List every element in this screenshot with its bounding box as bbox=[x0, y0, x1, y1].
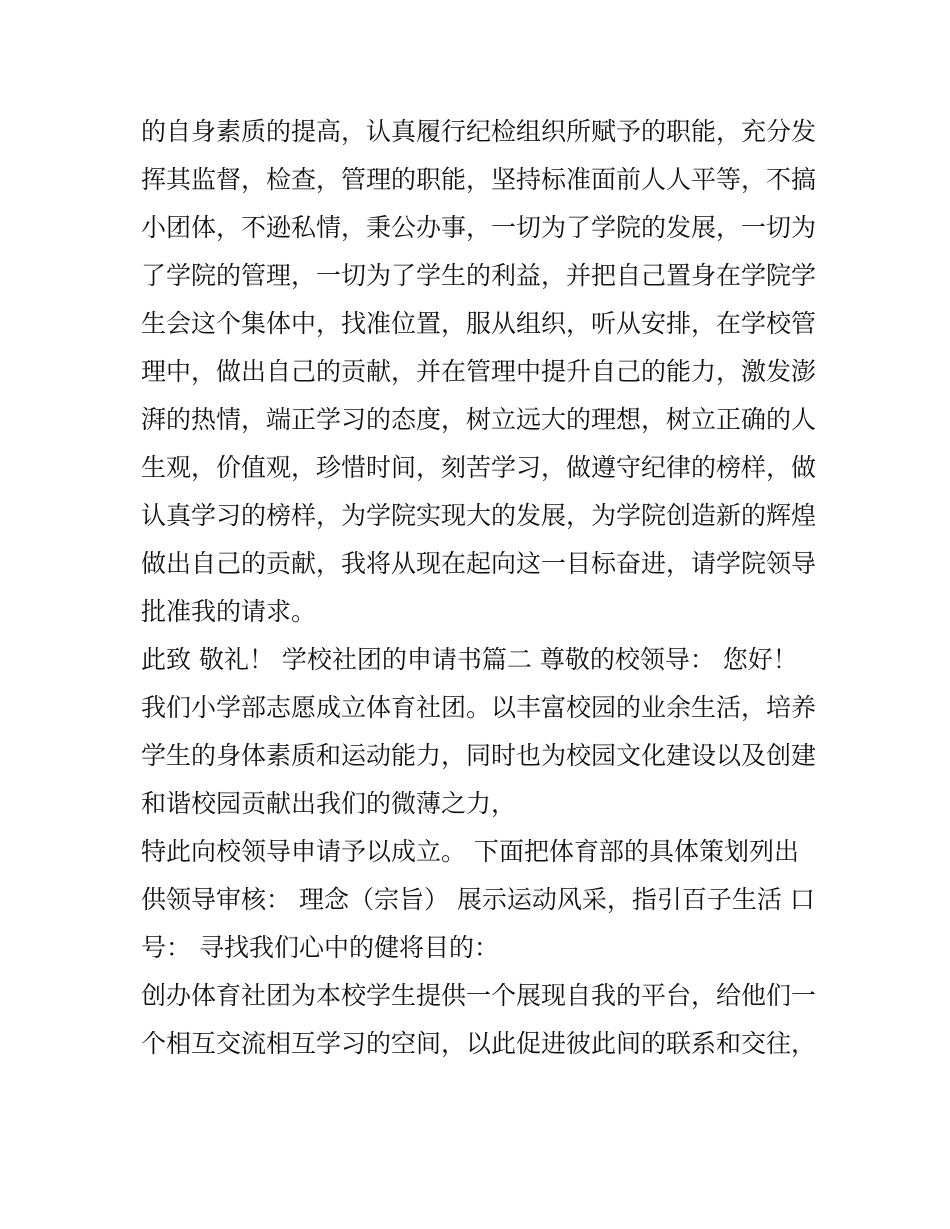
text-line: 个相互交流相互学习的空间，以此促进彼此间的联系和交往， bbox=[141, 1029, 817, 1058]
text-line: 湃的热情，端正学习的态度，树立远大的理想，树立正确的人 bbox=[141, 405, 817, 434]
text-line: 特此向校领导申请予以成立。 下面把体育部的具体策划列出 bbox=[141, 837, 799, 866]
text-line: 批准我的请求。 bbox=[141, 597, 317, 626]
text-line: 小团体，不逊私情，秉公办事，一切为了学院的发展，一切为 bbox=[141, 213, 817, 242]
text-line: 号： 寻找我们心中的健将目的： bbox=[141, 933, 499, 962]
text-line: 学生的身体素质和运动能力，同时也为校园文化建设以及创建 bbox=[141, 741, 817, 770]
text-line: 生观，价值观，珍惜时间，刻苦学习，做遵守纪律的榜样，做 bbox=[141, 453, 817, 482]
text-line: 挥其监督，检查，管理的职能，坚持标准面前人人平等，不搞 bbox=[141, 165, 817, 194]
text-line: 我们小学部志愿成立体育社团。以丰富校园的业余生活，培养 bbox=[141, 693, 817, 722]
text-line: 的自身素质的提高，认真履行纪检组织所赋予的职能，充分发 bbox=[141, 117, 817, 146]
text-line: 和谐校园贡献出我们的微薄之力， bbox=[141, 789, 517, 818]
text-line: 认真学习的榜样，为学院实现大的发展，为学院创造新的辉煌 bbox=[141, 501, 817, 530]
text-line: 理中，做出自己的贡献，并在管理中提升自己的能力，激发澎 bbox=[141, 357, 817, 386]
document-body bbox=[141, 108, 821, 1068]
text-line: 生会这个集体中，找准位置，服从组织，听从安排，在学校管 bbox=[141, 309, 817, 338]
text-line: 供领导审核： 理念（宗旨） 展示运动风采，指引百子生活 口 bbox=[141, 885, 815, 914]
text-line: 了学院的管理，一切为了学生的利益，并把自己置身在学院学 bbox=[141, 261, 817, 290]
text-line: 做出自己的贡献，我将从现在起向这一目标奋进，请学院领导 bbox=[141, 549, 817, 578]
text-line: 此致 敬礼！ 学校社团的申请书篇二 尊敬的校领导： 您好！ bbox=[141, 645, 798, 674]
text-line: 创办体育社团为本校学生提供一个展现自我的平台，给他们一 bbox=[141, 981, 817, 1010]
